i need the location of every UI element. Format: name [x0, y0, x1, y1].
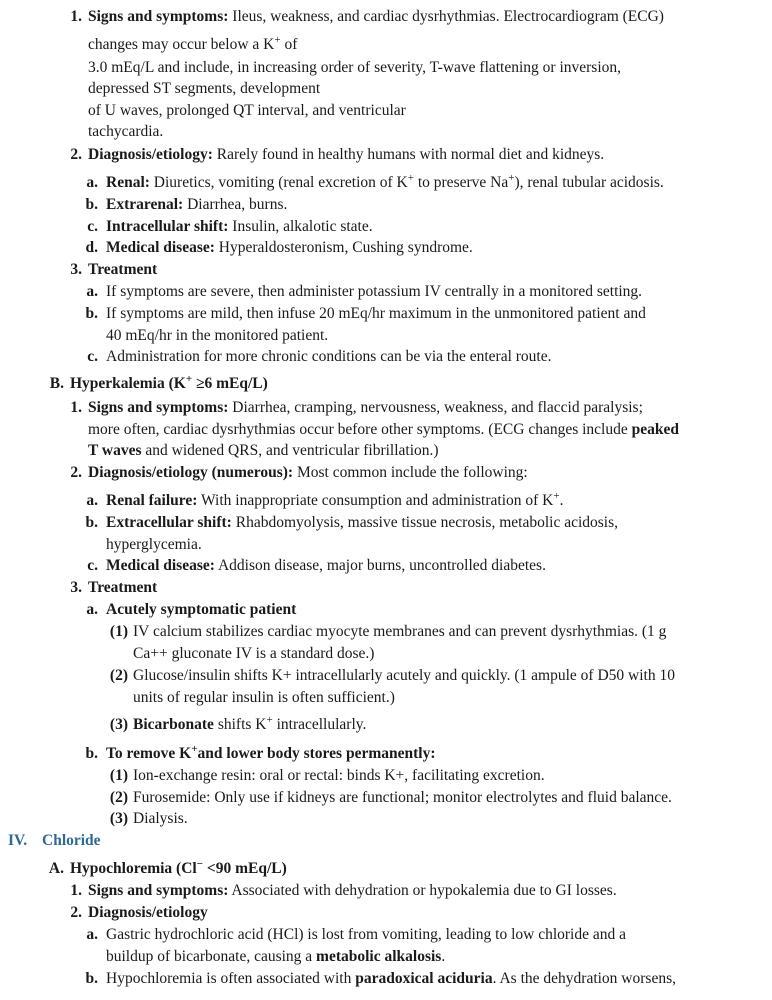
item-text-line	[106, 946, 445, 968]
list-item: Glucose/insulin shifts K+ intracellularly acutely and quickly. (1 ampule of D50 with 10	[133, 667, 675, 684]
list-number: 2.	[70, 146, 82, 163]
section-heading	[70, 858, 287, 880]
list-paren-number: (2)	[109, 789, 128, 806]
item-label: Signs and symptoms:	[88, 8, 229, 25]
list-item: Furosemide: Only use if kidneys are functional; monitor electrolytes and fluid balance.	[133, 789, 672, 806]
item-label: Signs and symptoms:	[88, 399, 229, 416]
item-text-line	[88, 440, 439, 462]
item-text: Rhabdomyolysis, massive tissue necrosis, metabolic acidosis,	[231, 514, 619, 531]
list-letter: b.	[85, 514, 98, 531]
text-fragment: Hyperkalemia (K	[70, 375, 186, 392]
list-letter: c.	[87, 218, 98, 235]
emphasis: paradoxical aciduria	[355, 970, 493, 987]
item-text-line: 3.0 mEq/L and include, in increasing order of severity, T-wave flattening or inversion,	[88, 59, 622, 76]
text-fragment: ), renal tubular acidosis.	[514, 174, 664, 191]
list-letter: d.	[85, 239, 98, 256]
item-text: Most common include the following:	[293, 464, 528, 481]
item-text: Diarrhea, cramping, nervousness, weakness, and flaccid paralysis;	[228, 399, 643, 416]
text-fragment: .	[559, 492, 564, 509]
list-item	[88, 577, 157, 599]
list-item	[88, 902, 208, 924]
item-text-line	[88, 419, 679, 441]
item-text-line: hyperglycemia.	[106, 536, 202, 553]
list-item	[88, 259, 157, 281]
list-letter: b.	[85, 305, 98, 322]
item-text-line: units of regular insulin is often sufficient.)	[133, 689, 395, 706]
item-label: Signs and symptoms:	[88, 882, 229, 899]
list-item: Gastric hydrochloric acid (HCl) is lost from vomiting, leading to low chloride and a	[106, 926, 626, 943]
item-label: Intracellular shift:	[106, 218, 229, 235]
text-fragment: .	[441, 948, 446, 965]
list-paren-number: (3)	[109, 716, 128, 733]
list-letter: c.	[87, 557, 98, 574]
list-letter: c.	[87, 348, 98, 365]
emphasis: peaked	[631, 421, 679, 438]
list-item: If symptoms are mild, then infuse 20 mEq/hr maximum in the unmonitored patient and	[106, 305, 646, 322]
list-letter: a.	[86, 492, 98, 509]
list-letter: b.	[85, 196, 98, 213]
superscript: +	[508, 171, 515, 184]
list-item: IV calcium stabilizes cardiac myocyte membranes and can prevent dysrhythmias. (1 g	[133, 623, 667, 640]
text-fragment: <90 mEq/L)	[203, 860, 287, 877]
section-letter: B.	[49, 375, 64, 392]
list-number: 1.	[70, 882, 82, 899]
list-item	[88, 880, 617, 902]
text-fragment: Hypochloremia (Cl	[70, 860, 197, 877]
item-text: Rarely found in healthy humans with normal diet and kidneys.	[212, 146, 605, 163]
item-text: Ileus, weakness, and cardiac dysrhythmias. Electrocardiogram (ECG)	[228, 8, 664, 25]
list-number: 3.	[70, 261, 82, 278]
list-item	[106, 743, 436, 765]
list-letter: a.	[86, 174, 98, 191]
text-fragment: Hypochloremia is often associated with	[106, 970, 356, 987]
list-number: 2.	[70, 464, 82, 481]
item-text: Insulin, alkalotic state.	[228, 218, 373, 235]
list-item	[106, 599, 296, 621]
item-text: Associated with dehydration or hypokalemia due to GI losses.	[228, 882, 617, 899]
text-fragment: and widened QRS, and ventricular fibrillation.)	[141, 442, 439, 459]
item-label: Medical disease:	[106, 557, 215, 574]
list-item: If symptoms are severe, then administer potassium IV centrally in a monitored setting.	[106, 283, 643, 300]
item-text: Hyperaldosteronism, Cushing syndrome.	[214, 239, 473, 256]
superscript: +	[407, 171, 414, 184]
list-number: 2.	[70, 904, 82, 921]
item-text-line: Ca++ gluconate IV is a standard dose.)	[133, 645, 375, 662]
list-item	[106, 237, 473, 259]
list-item: Administration for more chronic conditions can be via the enteral route.	[106, 348, 552, 365]
list-item: Ion-exchange resin: oral or rectal: binds K+, facilitating excretion.	[133, 767, 545, 784]
list-item	[88, 462, 528, 484]
item-label: Treatment	[88, 261, 158, 278]
list-number: 1.	[70, 399, 82, 416]
item-label: Renal:	[106, 174, 150, 191]
item-label: Diagnosis/etiology:	[88, 146, 213, 163]
text-fragment: to preserve Na	[413, 174, 509, 191]
item-label: Acutely symptomatic patient	[106, 601, 297, 618]
item-label: Treatment	[88, 579, 158, 596]
superscript: +	[274, 33, 281, 46]
list-number: 1.	[70, 8, 82, 25]
list-letter: a.	[86, 926, 98, 943]
list-item	[106, 555, 546, 577]
list-letter: a.	[86, 601, 98, 618]
list-item	[106, 512, 618, 534]
superscript: +	[191, 742, 198, 755]
item-text-line: 40 mEq/hr in the monitored patient.	[106, 327, 329, 344]
text-fragment: intracellularly.	[272, 716, 367, 733]
superscript: +	[266, 713, 273, 726]
list-paren-number: (2)	[109, 667, 128, 684]
emphasis: metabolic alkalosis	[316, 948, 442, 965]
list-item	[106, 194, 287, 216]
item-text-line: depressed ST segments, development	[88, 80, 321, 97]
section-letter: A.	[48, 860, 64, 877]
item-label: Diagnosis/etiology	[88, 904, 208, 921]
text-fragment: ≥6 mEq/L)	[192, 375, 268, 392]
chapter-title: Chloride	[42, 832, 101, 849]
section-heading	[70, 373, 268, 395]
item-label: Bicarbonate	[133, 716, 214, 733]
list-paren-number: (3)	[109, 810, 128, 827]
list-item	[106, 172, 664, 194]
item-label: Extracellular shift:	[106, 514, 232, 531]
item-text-line: tachycardia.	[88, 123, 164, 140]
text-fragment: and lower body stores permanently:	[197, 745, 436, 762]
list-item	[106, 968, 676, 990]
list-item	[106, 490, 563, 512]
list-item	[88, 6, 664, 28]
text-fragment: changes may occur below a K	[88, 36, 275, 53]
superscript: +	[553, 489, 560, 502]
list-letter: a.	[86, 283, 98, 300]
text-fragment: shifts K	[213, 716, 267, 733]
list-item	[106, 216, 373, 238]
text-fragment: buildup of bicarbonate, causing a	[106, 948, 317, 965]
item-text-line	[88, 34, 297, 56]
list-paren-number: (1)	[109, 767, 128, 784]
item-text-line: of U waves, prolonged QT interval, and ventricular	[88, 102, 406, 119]
list-item: Dialysis.	[133, 810, 188, 827]
text-fragment: To remove K	[106, 745, 192, 762]
text-fragment: With inappropriate consumption and administration of K	[197, 492, 554, 509]
list-letter: b.	[85, 970, 98, 987]
list-item	[88, 144, 604, 166]
superscript: −	[196, 857, 203, 870]
item-label: Renal failure:	[106, 492, 198, 509]
list-item	[88, 397, 643, 419]
item-text: Addison disease, major burns, uncontrolled diabetes.	[214, 557, 546, 574]
text-fragment: Diuretics, vomiting (renal excretion of K	[149, 174, 408, 191]
text-fragment: of	[280, 36, 298, 53]
text-fragment: . As the dehydration worsens,	[492, 970, 676, 987]
item-text: Diarrhea, burns.	[183, 196, 288, 213]
text-fragment: more often, cardiac dysrhythmias occur before other symptoms. (ECG changes include	[88, 421, 632, 438]
list-number: 3.	[70, 579, 82, 596]
list-paren-number: (1)	[109, 623, 128, 640]
superscript: +	[185, 372, 193, 385]
list-item	[133, 714, 366, 736]
emphasis: T waves	[88, 442, 142, 459]
item-label: Extrarenal:	[106, 196, 184, 213]
list-letter: b.	[85, 745, 98, 762]
item-label: Medical disease:	[106, 239, 215, 256]
chapter-number: IV.	[8, 832, 28, 849]
item-label: Diagnosis/etiology (numerous):	[88, 464, 294, 481]
